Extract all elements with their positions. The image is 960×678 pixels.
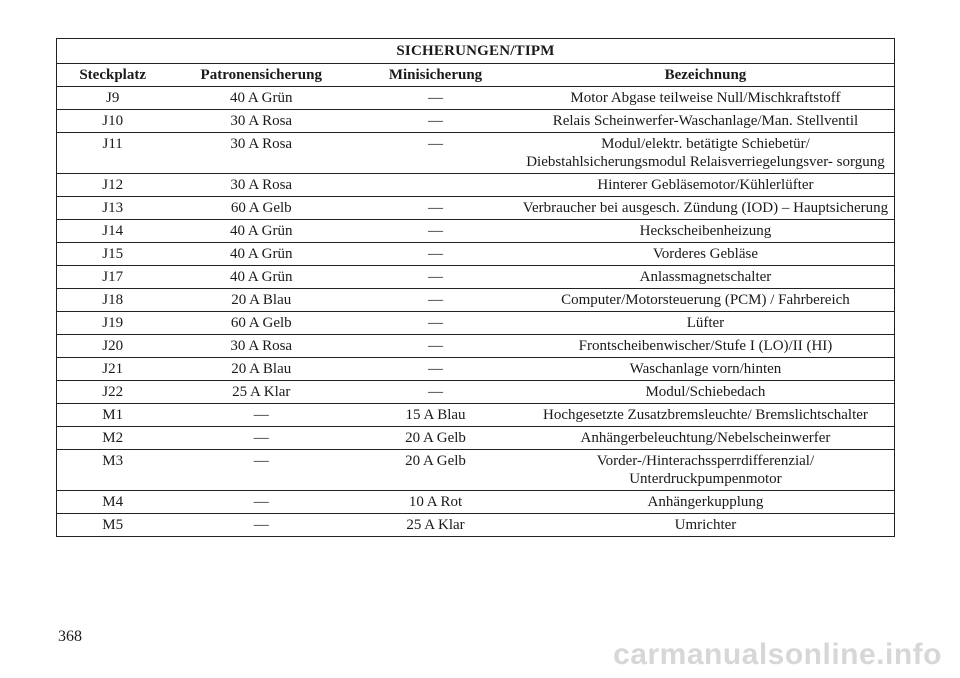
cell-patronensicherung: 30 A Rosa — [168, 133, 354, 174]
cell-bezeichnung: Computer/Motorsteuerung (PCM) / Fahrbereich — [517, 289, 895, 312]
table-row — [57, 289, 895, 312]
table-title-row — [57, 39, 895, 64]
cell-patronensicherung: — — [168, 427, 354, 450]
cell-patronensicherung: — — [168, 514, 354, 537]
header-bezeichnung: Bezeichnung — [517, 64, 895, 87]
cell-steckplatz: M2 — [57, 427, 169, 450]
table-row — [57, 87, 895, 110]
cell-bezeichnung: Frontscheibenwischer/Stufe I (LO)/II (HI) — [517, 335, 895, 358]
cell-patronensicherung: 40 A Grün — [168, 266, 354, 289]
cell-bezeichnung: Vorderes Gebläse — [517, 243, 895, 266]
table-row — [57, 427, 895, 450]
cell-patronensicherung: 40 A Grün — [168, 243, 354, 266]
cell-minisicherung: 25 A Klar — [354, 514, 517, 537]
cell-steckplatz: J18 — [57, 289, 169, 312]
cell-steckplatz: J21 — [57, 358, 169, 381]
cell-patronensicherung: 20 A Blau — [168, 289, 354, 312]
cell-steckplatz: J12 — [57, 174, 169, 197]
cell-steckplatz: J9 — [57, 87, 169, 110]
table-row — [57, 243, 895, 266]
cell-steckplatz: J19 — [57, 312, 169, 335]
table-header-row — [57, 64, 895, 87]
cell-steckplatz: M5 — [57, 514, 169, 537]
cell-bezeichnung: Modul/elektr. betätigte Schiebetür/ Diebstahlsicherungsmodul Relaisverriegelungsver- sorgung — [517, 133, 895, 174]
cell-minisicherung: — — [354, 312, 517, 335]
cell-bezeichnung: Heckscheibenheizung — [517, 220, 895, 243]
header-minisicherung: Minisicherung — [354, 64, 517, 87]
table-row — [57, 266, 895, 289]
header-steckplatz: Steckplatz — [57, 64, 169, 87]
cell-minisicherung: — — [354, 381, 517, 404]
cell-bezeichnung: Modul/Schiebedach — [517, 381, 895, 404]
cell-patronensicherung: — — [168, 450, 354, 491]
cell-steckplatz: J15 — [57, 243, 169, 266]
table-body — [57, 87, 895, 537]
cell-patronensicherung: 40 A Grün — [168, 87, 354, 110]
cell-minisicherung: — — [354, 289, 517, 312]
cell-bezeichnung: Umrichter — [517, 514, 895, 537]
cell-patronensicherung: 20 A Blau — [168, 358, 354, 381]
cell-patronensicherung: — — [168, 404, 354, 427]
cell-bezeichnung: Verbraucher bei ausgesch. Zündung (IOD) – Hauptsicherung — [517, 197, 895, 220]
cell-steckplatz: J11 — [57, 133, 169, 174]
cell-minisicherung: 10 A Rot — [354, 491, 517, 514]
fuse-table — [56, 38, 895, 537]
table-row — [57, 174, 895, 197]
cell-minisicherung: 20 A Gelb — [354, 450, 517, 491]
cell-steckplatz: J17 — [57, 266, 169, 289]
table-row — [57, 220, 895, 243]
cell-minisicherung: — — [354, 87, 517, 110]
cell-minisicherung: — — [354, 266, 517, 289]
table-row — [57, 110, 895, 133]
cell-minisicherung: 20 A Gelb — [354, 427, 517, 450]
cell-bezeichnung: Anhängerbeleuchtung/Nebelscheinwerfer — [517, 427, 895, 450]
cell-steckplatz: M4 — [57, 491, 169, 514]
cell-patronensicherung: 60 A Gelb — [168, 312, 354, 335]
table-row — [57, 381, 895, 404]
cell-minisicherung: — — [354, 358, 517, 381]
table-row — [57, 197, 895, 220]
cell-steckplatz: J14 — [57, 220, 169, 243]
table-row — [57, 358, 895, 381]
cell-minisicherung: — — [354, 220, 517, 243]
cell-patronensicherung: 30 A Rosa — [168, 174, 354, 197]
table-row — [57, 133, 895, 174]
cell-steckplatz: J10 — [57, 110, 169, 133]
cell-patronensicherung: — — [168, 491, 354, 514]
cell-steckplatz: J20 — [57, 335, 169, 358]
cell-patronensicherung: 30 A Rosa — [168, 335, 354, 358]
watermark-logo: carmanualsonline.info — [613, 638, 942, 671]
table-row — [57, 312, 895, 335]
cell-bezeichnung: Hinterer Gebläsemotor/Kühlerlüfter — [517, 174, 895, 197]
cell-patronensicherung: 25 A Klar — [168, 381, 354, 404]
cell-patronensicherung: 30 A Rosa — [168, 110, 354, 133]
cell-minisicherung: — — [354, 110, 517, 133]
cell-minisicherung: — — [354, 335, 517, 358]
cell-steckplatz: M1 — [57, 404, 169, 427]
cell-minisicherung: — — [354, 243, 517, 266]
table-title: SICHERUNGEN/TIPM — [57, 39, 895, 64]
cell-steckplatz: J22 — [57, 381, 169, 404]
header-patronensicherung: Patronensicherung — [168, 64, 354, 87]
table-row — [57, 491, 895, 514]
cell-minisicherung: — — [354, 197, 517, 220]
cell-patronensicherung: 40 A Grün — [168, 220, 354, 243]
cell-patronensicherung: 60 A Gelb — [168, 197, 354, 220]
cell-minisicherung: — — [354, 133, 517, 174]
cell-minisicherung — [354, 174, 517, 197]
table-row — [57, 450, 895, 491]
cell-bezeichnung: Lüfter — [517, 312, 895, 335]
page-number: 368 — [58, 628, 82, 645]
cell-steckplatz: M3 — [57, 450, 169, 491]
cell-bezeichnung: Vorder-/Hinterachssperrdifferenzial/ Unterdruckpumpenmotor — [517, 450, 895, 491]
cell-bezeichnung: Waschanlage vorn/hinten — [517, 358, 895, 381]
table-row — [57, 404, 895, 427]
cell-bezeichnung: Anlassmagnetschalter — [517, 266, 895, 289]
cell-bezeichnung: Anhängerkupplung — [517, 491, 895, 514]
table-row — [57, 514, 895, 537]
cell-steckplatz: J13 — [57, 197, 169, 220]
cell-bezeichnung: Relais Scheinwerfer-Waschanlage/Man. Stellventil — [517, 110, 895, 133]
cell-bezeichnung: Motor Abgase teilweise Null/Mischkraftstoff — [517, 87, 895, 110]
cell-minisicherung: 15 A Blau — [354, 404, 517, 427]
table-row — [57, 335, 895, 358]
cell-bezeichnung: Hochgesetzte Zusatzbremsleuchte/ Bremslichtschalter — [517, 404, 895, 427]
